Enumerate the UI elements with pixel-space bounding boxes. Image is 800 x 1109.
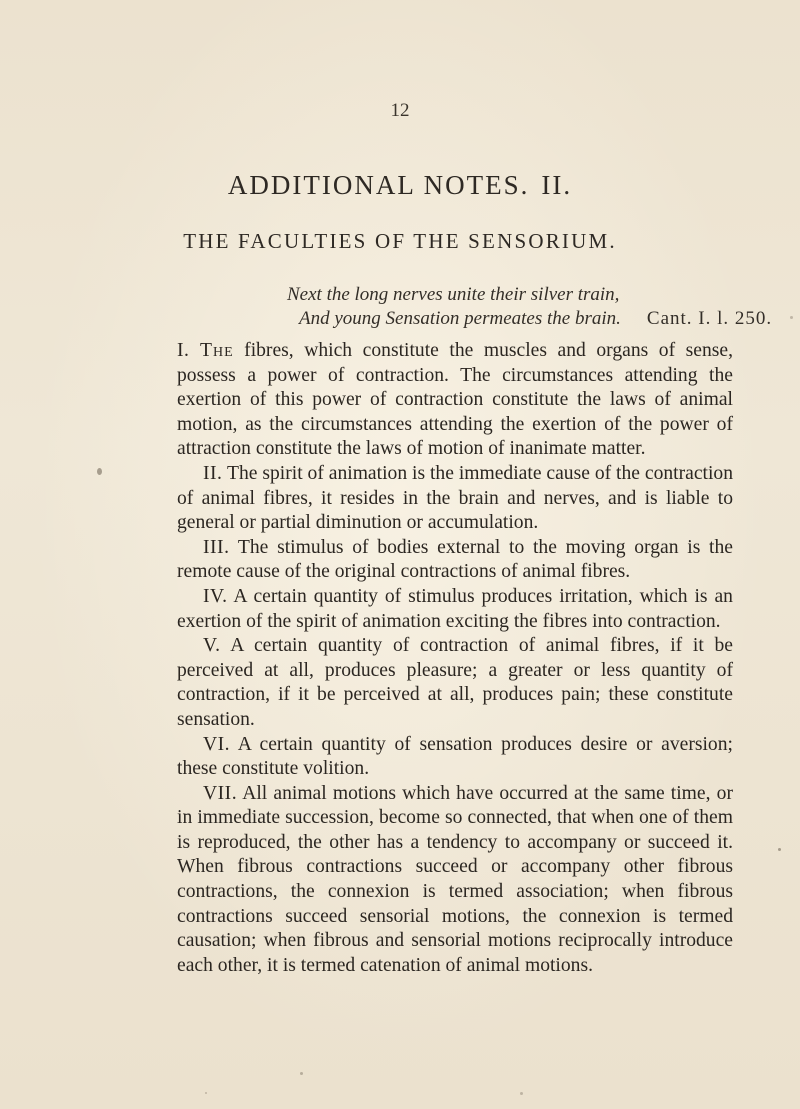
page-number: 12 (390, 100, 410, 121)
note-text: fibres, which constitute the muscles and organs of sense, possess a power of contraction. The circumstances attending the exertion of this power of contraction constitute the laws of animal motion, as the circumstances attending the exertion of the power of attraction constitute the laws of motion of inanimate matter. (177, 340, 733, 460)
note-text: A certain quantity of stimulus produces irritation, which is an exertion of the spirit of animation exciting the fibres into contraction. (177, 585, 733, 632)
epigraph-line-2-row (287, 307, 773, 331)
note-numeral: VI. (203, 733, 231, 755)
chapter-heading-numeral: II. (541, 170, 573, 200)
epigraph-line-1: Next the long nerves unite their silver train, (287, 284, 620, 305)
note-paragraph-5 (177, 634, 733, 732)
note-paragraph-4 (177, 585, 733, 634)
paper-speck (300, 1072, 303, 1075)
paper-speck (520, 1092, 523, 1095)
note-text: The spirit of animation is the immediate cause of the contraction of animal fibres, it resides in the brain and nerves, and is liable to general or partial diminution or accumulation. (177, 462, 734, 534)
note-paragraph-3 (177, 536, 733, 585)
note-numeral: V. (203, 635, 221, 657)
section-title: THE FACULTIES OF THE SENSORIUM. (183, 229, 617, 253)
note-text: The stimulus of bodies external to the moving organ is the remote cause of the original contractions of animal fibres. (177, 536, 733, 583)
note-lead-word: The (199, 340, 234, 361)
note-numeral: II. (203, 462, 223, 484)
note-paragraph-7 (177, 782, 733, 979)
chapter-heading (0, 170, 800, 201)
epigraph-line-2: And young Sensation permeates the brain. (299, 308, 621, 329)
paper-speck (778, 848, 781, 851)
note-paragraph-1 (177, 339, 733, 462)
note-numeral: III. (203, 536, 230, 558)
note-numeral: I. (177, 340, 190, 361)
note-numeral: IV. (203, 585, 228, 607)
note-text: A certain quantity of sensation produces desire or aversion; these constitute volition. (177, 733, 733, 780)
note-numeral: VII. (203, 782, 238, 804)
note-paragraph-2 (177, 462, 733, 536)
note-paragraph-6 (177, 733, 733, 782)
note-text: All animal motions which have occurred at the same time, or in immediate succession, become so connected, that when one of them is reproduced, the other has a tendency to accompany or succeed it. When fibrous contractions succeed or accompany other fibrous contractions, the connexion is termed association; when fibrous contractions succeed sensorial motions, the connexion is termed causation; when fibrous and sensorial motions reciprocally introduce each other, it is termed catenation of animal motions. (177, 782, 733, 976)
paper-speck (97, 468, 102, 475)
paper-speck (790, 316, 793, 319)
epigraph (287, 283, 773, 331)
note-text: A certain quantity of contraction of animal fibres, if it be perceived at all, produces pleasure; a greater or less quantity of contraction, if it be perceived at all, produces pain; these constitute sensation. (177, 635, 733, 730)
epigraph-citation: Cant. I. l. 250. (646, 308, 773, 329)
paper-speck (205, 1092, 207, 1094)
chapter-heading-title: ADDITIONAL NOTES. (227, 170, 530, 200)
notes-body (177, 339, 733, 978)
